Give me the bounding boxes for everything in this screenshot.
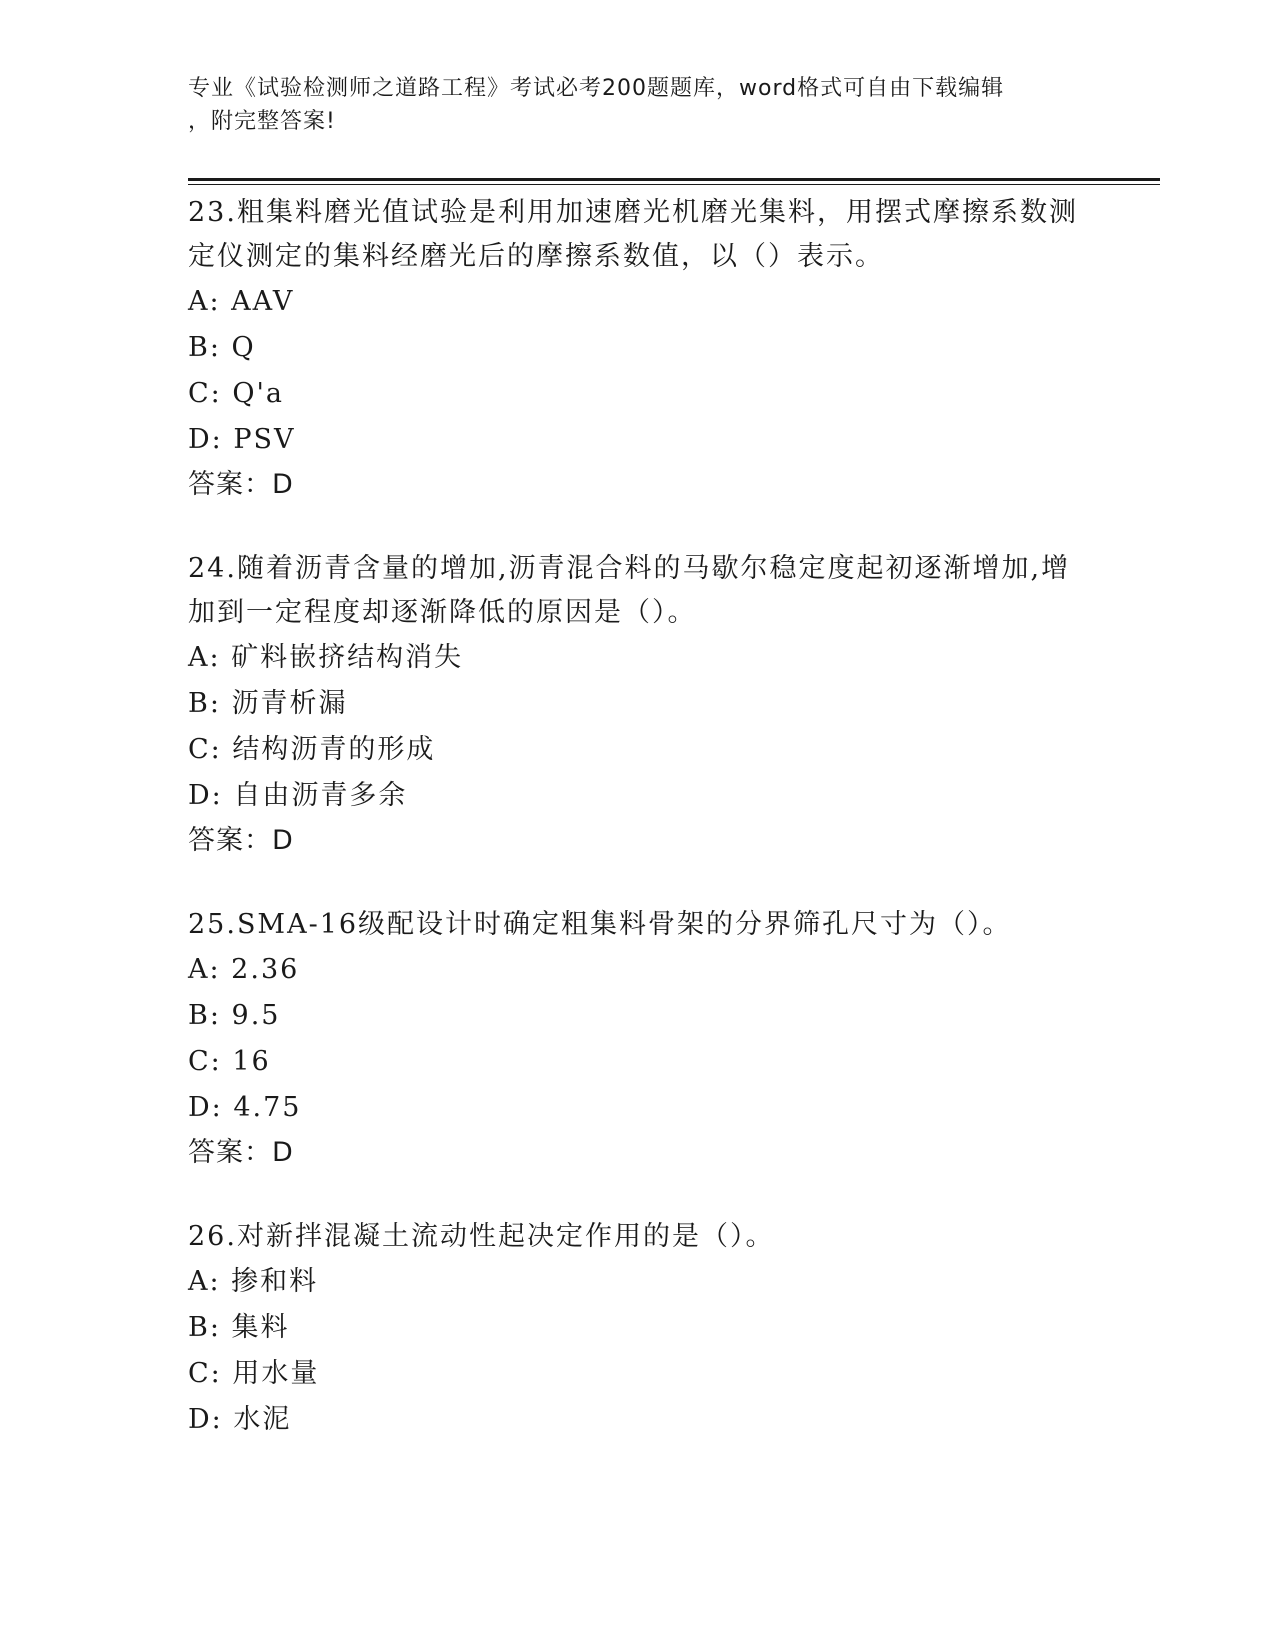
- answer-line: 答案：D: [188, 825, 294, 856]
- question-24: [188, 547, 1088, 863]
- question-stem: 23.粗集料磨光值试验是利用加速磨光机磨光集料，用摆式摩擦系数测定仪测定的集料经磨光后的摩擦系数值，以（）表示。: [188, 197, 1078, 272]
- option-c: C: 用水量: [188, 1358, 320, 1389]
- option-d: D: 水泥: [188, 1404, 292, 1435]
- question-stem: 24.随着沥青含量的增加,沥青混合料的马歇尔稳定度起初逐渐增加,增加到一定程度却逐渐降低的原因是（）。: [188, 553, 1071, 628]
- option-b: B: 集料: [188, 1312, 290, 1343]
- answer-line: 答案：D: [188, 469, 294, 500]
- question-25: [188, 903, 1088, 1175]
- option-d: D: PSV: [188, 424, 296, 455]
- document-header: [188, 72, 1068, 138]
- option-a: A: 矿料嵌挤结构消失: [188, 642, 464, 673]
- question-26: [188, 1215, 1088, 1443]
- answer-line: 答案：D: [188, 1137, 294, 1168]
- option-b: B: 9.5: [188, 1000, 281, 1031]
- option-d: D: 4.75: [188, 1092, 302, 1123]
- header-line-2: ，附完整答案!: [188, 109, 336, 134]
- question-stem: 25.SMA-16级配设计时确定粗集料骨架的分界筛孔尺寸为（）。: [188, 909, 1012, 940]
- option-c: C: 结构沥青的形成: [188, 734, 436, 765]
- option-a: A: AAV: [188, 286, 295, 317]
- header-divider-thick: [188, 178, 1160, 181]
- header-divider-thin: [188, 184, 1160, 185]
- option-a: A: 2.36: [188, 954, 300, 985]
- question-stem: 26.对新拌混凝土流动性起决定作用的是（）。: [188, 1221, 775, 1252]
- header-line-1: 专业《试验检测师之道路工程》考试必考200题题库，word格式可自由下载编辑: [188, 76, 1005, 101]
- option-b: B: 沥青析漏: [188, 688, 348, 719]
- option-a: A: 掺和料: [188, 1266, 319, 1297]
- question-23: [188, 191, 1088, 507]
- option-b: B: Q: [188, 332, 256, 363]
- option-d: D: 自由沥青多余: [188, 780, 408, 811]
- question-list: [188, 188, 1088, 1483]
- option-c: C: 16: [188, 1046, 271, 1077]
- option-c: C: Q'a: [188, 378, 284, 409]
